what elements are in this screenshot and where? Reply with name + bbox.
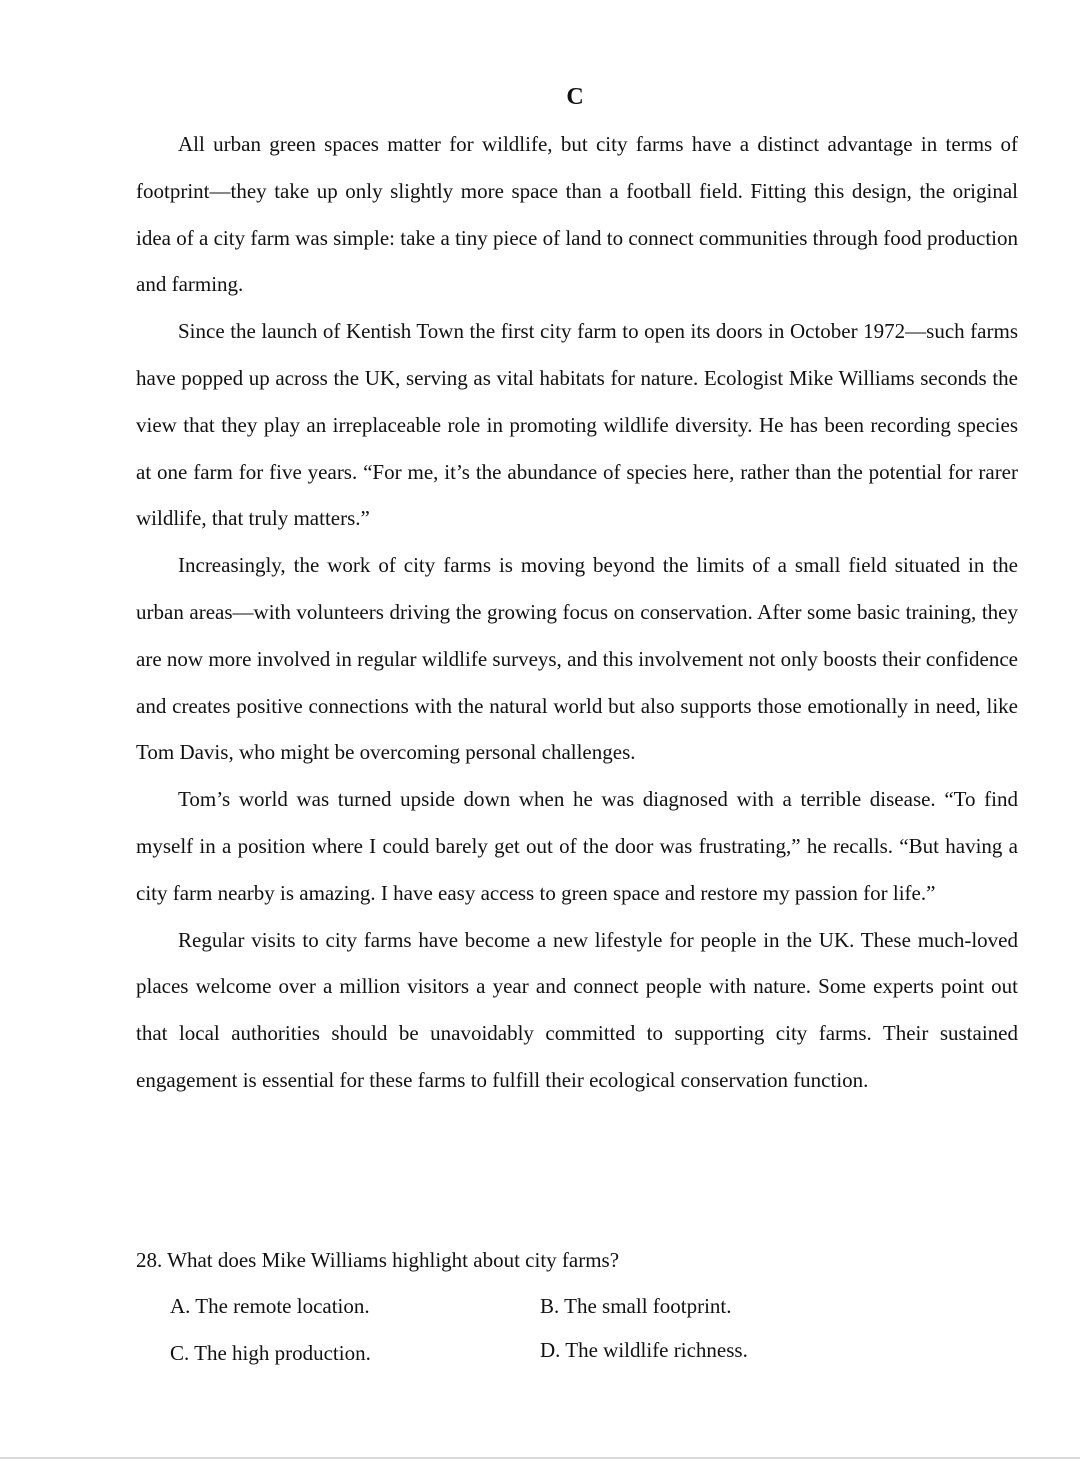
option-c: C. The high production. bbox=[170, 1341, 371, 1365]
page-bottom-divider bbox=[0, 1457, 1080, 1459]
paragraph-2: Since the launch of Kentish Town the first city farm to open its doors in October 1972—such farms have popped up across the UK, serving as vital habitats for nature. Ecologist Mike Williams seconds the view that they play an irreplaceable role in promoting wildlife diversity. He has been recording species at one farm for five years. “For me, it’s the abundance of species here, rather than the potential for rarer wildlife, that truly matters.” bbox=[136, 319, 1018, 531]
option-d: D. The wildlife richness. bbox=[540, 1338, 748, 1362]
question-stem: 28. What does Mike Williams highlight about city farms? bbox=[136, 1248, 620, 1272]
reading-passage bbox=[136, 121, 1018, 1104]
paragraph-5: Regular visits to city farms have become a new lifestyle for people in the UK. These much-loved places welcome over a million visitors a year and connect people with nature. Some experts point out that local authorities should be unavoidably committed to supporting city farms. Their sustained engagement is essential for these farms to fulfill their ecological conservation function. bbox=[136, 927, 1018, 1092]
paragraph-4: Tom’s world was turned upside down when he was diagnosed with a terrible disease. “To find myself in a position where I could barely get out of the door was frustrating,” he recalls. “But having a city farm nearby is amazing. I have easy access to green space and restore my passion for life.” bbox=[136, 787, 1018, 905]
option-b: B. The small footprint. bbox=[540, 1294, 732, 1318]
paragraph-3: Increasingly, the work of city farms is moving beyond the limits of a small field situated in the urban areas—with volunteers driving the growing focus on conservation. After some basic training, they are now more involved in regular wildlife surveys, and this involvement not only boosts their confidence and creates positive connections with the natural world but also supports those emotionally in need, like Tom Davis, who might be overcoming personal challenges. bbox=[136, 553, 1018, 765]
paragraph-1: All urban green spaces matter for wildlife, but city farms have a distinct advantage in terms of footprint—they take up only slightly more space than a football field. Fitting this design, the original idea of a city farm was simple: take a tiny piece of land to connect communities through food production and farming. bbox=[136, 132, 1018, 297]
section-heading: C bbox=[566, 84, 584, 110]
option-a: A. The remote location. bbox=[170, 1294, 370, 1318]
